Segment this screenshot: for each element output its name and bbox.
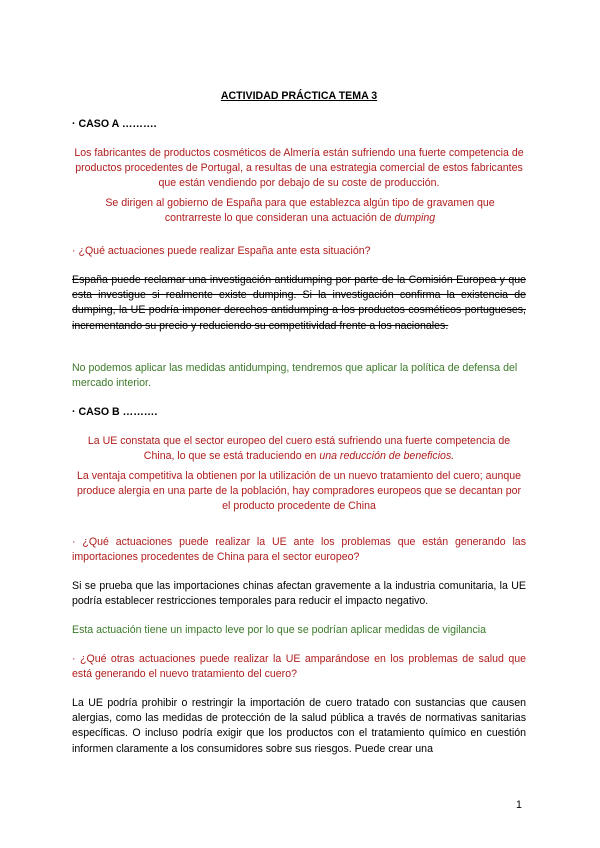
case-a-intro-2 xyxy=(90,196,510,226)
case-b-intro-1-text: La UE constata que el sector europeo del cuero está sufriendo una fuerte competencia de China, lo que se está traduciendo en xyxy=(87,435,511,463)
case-a-intro-1: Los fabricantes de productos cosméticos de Almería están sufriendo una fuerte competencia de productos procedentes de Portugal, a resultas de una estrategia comercial de estos fabricantes que están vendiendo por debajo de su coste de producción. xyxy=(74,147,524,190)
case-a-question: · ¿Qué actuaciones puede realizar España ante esta situación? xyxy=(72,245,371,257)
case-b-answer-2: La UE podría prohibir o restringir la importación de cuero tratado con sustancias que causen alergias, como las medidas de protección de la salud pública a través de normativas sanitarias específicas. O incluso podría exigir que los productos con el tratamiento químico en cuestión informen claramente a los consumidores sobre sus riesgos. Puede crear una xyxy=(72,697,526,755)
page-number: 1 xyxy=(516,799,522,811)
page-title: ACTIVIDAD PRÁCTICA TEMA 3 xyxy=(220,90,378,102)
case-b-intro-1-emphasis: una reducción de beneficios. xyxy=(319,450,455,463)
case-b-intro-2: La ventaja competitiva la obtienen por la utilización de un nuevo tratamiento del cuero; aunque produce alergia en una parte de la población, hay compradores europeos que se decantan por el producto procedente de China xyxy=(76,470,522,513)
case-a-intro-2-emphasis: dumping xyxy=(394,212,436,225)
case-a-struck-answer: España puede reclamar una investigación antidumping por parte de la Comisión Europea y que esta investigue si realmente existe dumping. Si la investigación confirma la existencia de dumping, la UE podría imponer derechos antidumping a los productos cosméticos portugueses, incrementando su precio y reduciendo su competitividad frente a los nacionales. xyxy=(72,274,526,332)
case-b-heading: · CASO B ………. xyxy=(72,406,158,418)
case-b-question-1: · ¿Qué actuaciones puede realizar la UE ante los problemas que están generando las importaciones procedentes de China para el sector europeo? xyxy=(72,536,526,564)
case-b-note-1: Esta actuación tiene un impacto leve por lo que se podrían aplicar medidas de vigilancia xyxy=(72,624,486,636)
case-a-intro-2-text: Se dirigen al gobierno de España para que establezca algún tipo de gravamen que contrarreste lo que consideran una actuación de xyxy=(105,197,495,225)
case-a-correction: No podemos aplicar las medidas antidumping, tendremos que aplicar la política de defensa del mercado interior. xyxy=(72,362,518,390)
case-b-question-2: · ¿Qué otras actuaciones puede realizar la UE amparándose en los problemas de salud que está generando el nuevo tratamiento del cuero? xyxy=(72,653,526,681)
case-a-heading: · CASO A ………. xyxy=(72,118,157,130)
case-b-intro-1 xyxy=(72,434,526,464)
case-b-answer-1: Si se prueba que las importaciones chinas afectan gravemente a la industria comunitaria, la UE podría establecer restricciones temporales para reducir el impacto negativo. xyxy=(72,580,526,608)
